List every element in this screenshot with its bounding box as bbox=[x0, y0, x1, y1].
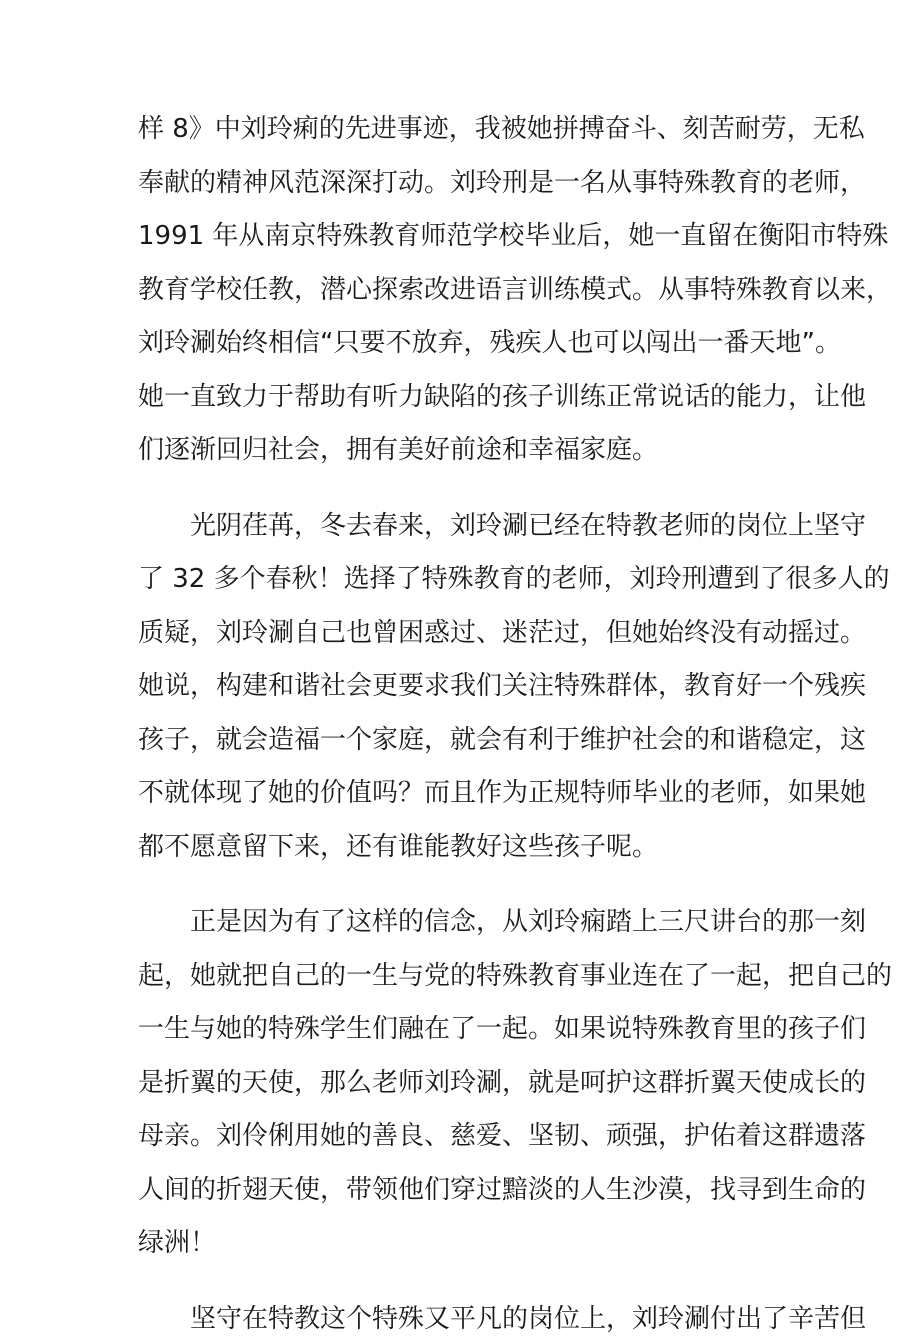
paragraph-1-line-3: 1991 年从南京特殊教育师范学校毕业后，她一直留在衡阳市特殊 bbox=[138, 221, 889, 251]
paragraph-1-line-1: 样 8》中刘玲痢的先进事迹，我被她拼搏奋斗、刻苦耐劳，无私 bbox=[138, 114, 865, 144]
paragraph-1-line-7: 们逐渐回归社会，拥有美好前途和幸福家庭。 bbox=[138, 435, 659, 465]
paragraph-3-line-5: 母亲。刘伶俐用她的善良、慈爱、坚韧、顽强，护佑着这群遗落 bbox=[138, 1121, 867, 1151]
paragraph-2-line-4: 她说，构建和谐社会更要求我们关注特殊群体，教育好一个残疾 bbox=[138, 671, 867, 701]
paragraph-1-line-4: 教育学校任教，潜心探索改进语言训练模式。从事特殊教育以来， bbox=[138, 275, 893, 305]
paragraph-3-line-6: 人间的折翅天使，带领他们穿过黯淡的人生沙漠，找寻到生命的 bbox=[138, 1175, 867, 1205]
paragraph-2-line-3: 质疑，刘玲涮自己也曾困惑过、迷茫过，但她始终没有动摇过。 bbox=[138, 618, 867, 648]
paragraph-3-line-2: 起，她就把自己的一生与党的特殊教育事业连在了一起，把自己的 bbox=[138, 961, 893, 991]
paragraph-2-line-5: 孩子，就会造福一个家庭，就会有利于维护社会的和谐稳定，这 bbox=[138, 725, 867, 755]
paragraph-3-line-4: 是折翼的天使，那么老师刘玲涮，就是呵护这群折翼天使成长的 bbox=[138, 1068, 867, 1098]
paragraph-2-line-7: 都不愿意留下来，还有谁能教好这些孩子呢。 bbox=[138, 832, 659, 862]
paragraph-1-line-5: 刘玲涮始终相信“只要不放弃，残疾人也可以闯出一番天地”。 bbox=[138, 328, 841, 358]
paragraph-3-line-3: 一生与她的特殊学生们融在了一起。如果说特殊教育里的孩子们 bbox=[138, 1014, 867, 1044]
paragraph-2-line-1: 光阴荏苒，冬去春来，刘玲涮已经在特教老师的岗位上坚守 bbox=[190, 511, 867, 541]
paragraph-1-line-6: 她一直致力于帮助有听力缺陷的孩子训练正常说话的能力，让他 bbox=[138, 382, 867, 412]
paragraph-4-line-1: 坚守在特教这个特殊又平凡的岗位上，刘玲涮付出了辛苦但 bbox=[190, 1304, 867, 1334]
paragraph-2-line-6: 不就体现了她的价值吗？而且作为正规特师毕业的老师，如果她 bbox=[138, 778, 867, 808]
paragraph-2-line-2: 了 32 多个春秋！选择了特殊教育的老师，刘玲刑遭到了很多人的 bbox=[138, 564, 890, 594]
paragraph-3-line-7: 绿洲！ bbox=[138, 1228, 217, 1258]
paragraph-1-line-2: 奉献的精神风范深深打动。刘玲刑是一名从事特殊教育的老师， bbox=[138, 168, 867, 198]
paragraph-3-line-1: 正是因为有了这样的信念，从刘玲痫踏上三尺讲台的那一刻 bbox=[190, 907, 867, 937]
